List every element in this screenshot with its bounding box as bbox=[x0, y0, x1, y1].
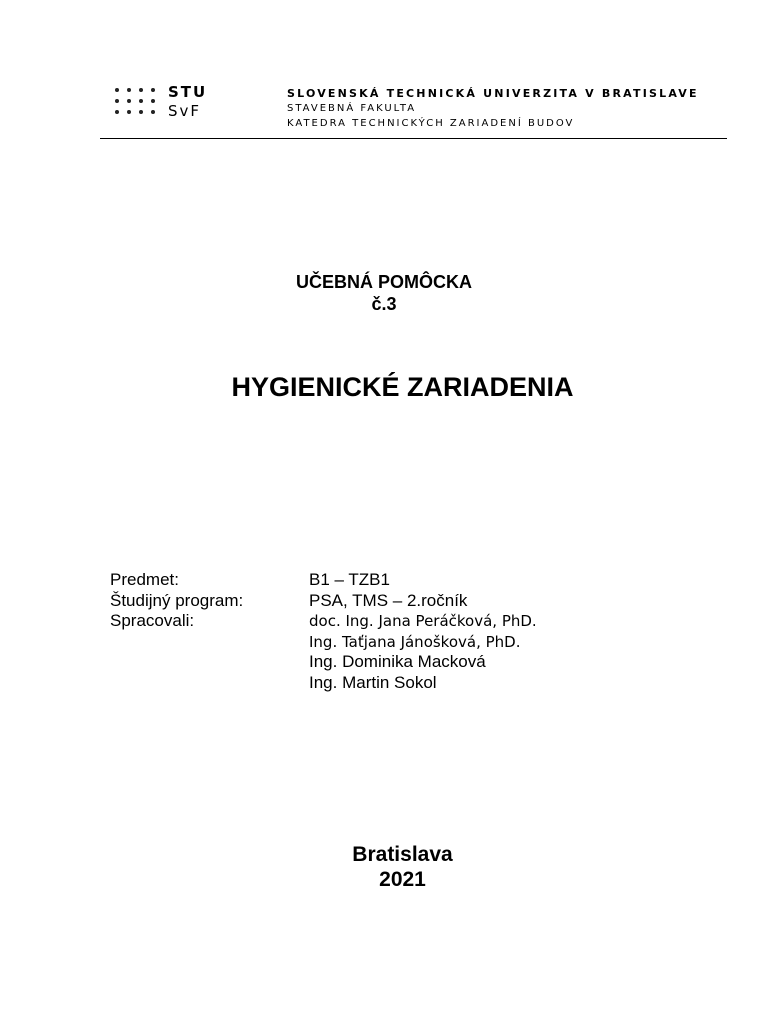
author-name: Ing. Taťjana Jánošková, PhD. bbox=[309, 632, 521, 651]
publication-city: Bratislava bbox=[352, 843, 453, 866]
logo-acronym: STU bbox=[168, 83, 208, 101]
header-divider bbox=[100, 138, 727, 139]
document-title: HYGIENICKÉ ZARIADENIA bbox=[231, 372, 574, 402]
program-value: PSA, TMS – 2.ročník bbox=[309, 590, 468, 610]
university-header bbox=[287, 86, 699, 131]
subject-label: Predmet: bbox=[110, 570, 179, 589]
author-name: Ing. Martin Sokol bbox=[309, 672, 437, 692]
program-label: Študijný program: bbox=[110, 590, 244, 610]
university-name: SLOVENSKÁ TECHNICKÁ UNIVERZITA V BRATISLAVE bbox=[287, 87, 699, 100]
stu-logo bbox=[111, 84, 221, 124]
document-number: č.3 bbox=[371, 294, 397, 314]
stu-dots-icon bbox=[111, 84, 163, 122]
authors-label: Spracovali: bbox=[110, 611, 195, 630]
publication-year: 2021 bbox=[379, 868, 426, 891]
document-type: UČEBNÁ POMÔCKA bbox=[295, 272, 472, 292]
author-name: doc. Ing. Jana Peráčková, PhD. bbox=[309, 612, 537, 630]
faculty-name: STAVEBNÁ FAKULTA bbox=[287, 103, 417, 114]
subject-value: B1 – TZB1 bbox=[309, 570, 390, 589]
department-name: KATEDRA TECHNICKÝCH ZARIADENÍ BUDOV bbox=[287, 118, 575, 129]
author-name: Ing. Dominika Macková bbox=[309, 652, 486, 671]
logo-faculty-abbr: SvF bbox=[168, 102, 202, 120]
